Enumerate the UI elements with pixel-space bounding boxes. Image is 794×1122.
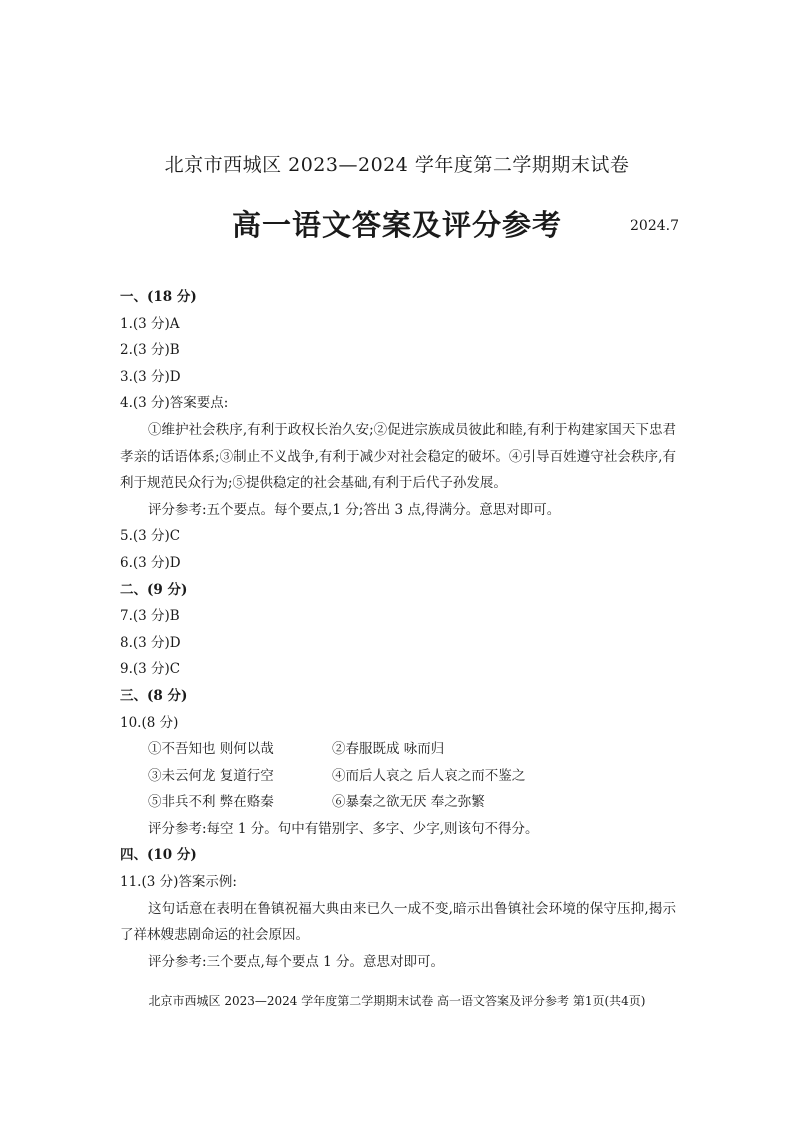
section-heading-4: 四、(10 分) [120, 847, 197, 864]
dictation-item: ③未云何龙 复道行空 [148, 767, 274, 784]
answer-q4-points: ①维护社会秩序,有利于政权长治久安;②促进宗族成员彼此和睦,有利于构建家国天下忠君孝亲的话语体系;③制止不义战争,有利于减少对社会稳定的破坏。④引导百姓遵守社会秩序,有利于规范民众行为;⑤提供稳定的社会基础,有利于后代子孙发展。 [120, 421, 676, 492]
dictation-row-3 [120, 789, 676, 816]
dictation-item: ④而后人哀之 后人哀之而不鉴之 [332, 767, 526, 784]
dictation-row-2 [120, 763, 676, 790]
answer-q5: 5.(3 分)C [120, 528, 181, 545]
dictation-item: ①不吾知也 则何以哉 [148, 741, 274, 758]
answer-q8: 8.(3 分)D [120, 634, 181, 651]
section-heading-1: 一、(18 分) [120, 289, 197, 305]
section-heading-2: 二、(9 分) [120, 581, 188, 598]
answer-q10: 10.(8 分) [120, 714, 179, 731]
exam-subtitle: 北京市西城区 2023—2024 学年度第二学期期末试卷 [164, 154, 630, 176]
exam-date: 2024.7 [630, 218, 679, 234]
answer-q2: 2.(3 分)B [120, 342, 180, 359]
answer-q1: 1.(3 分)A [120, 315, 180, 332]
answer-q10-scoring: 评分参考:每空 1 分。句中有错别字、多字、少字,则该句不得分。 [148, 820, 539, 837]
answer-q9: 9.(3 分)C [120, 661, 181, 678]
answer-q6: 6.(3 分)D [120, 554, 181, 571]
answer-q4: 4.(3 分)答案要点: [120, 395, 229, 412]
dictation-item: ⑥暴秦之欲无厌 奉之弥繁 [332, 794, 485, 811]
dictation-item: ⑤非兵不利 弊在赂秦 [148, 794, 274, 811]
answer-content [120, 284, 676, 975]
page-title: 高一语文答案及评分参考 [231, 208, 562, 242]
answer-q11-scoring: 评分参考:三个要点,每个要点 1 分。意思对即可。 [148, 953, 445, 970]
answer-q7: 7.(3 分)B [120, 608, 180, 625]
dictation-item: ②春服既成 咏而归 [332, 741, 445, 758]
answer-q11-example: 这句话意在表明在鲁镇祝福大典由来已久一成不变,暗示出鲁镇社会环境的保守压抑,揭示了祥林嫂悲剧命运的社会原因。 [120, 900, 676, 944]
answer-q4-scoring: 评分参考:五个要点。每个要点,1 分;答出 3 点,得满分。意思对即可。 [148, 501, 561, 518]
answer-q3: 3.(3 分)D [120, 368, 181, 385]
page-footer: 北京市西城区 2023—2024 学年度第二学期期末试卷 高一语文答案及评分参考 第1页(共4页) [148, 994, 646, 1008]
dictation-row-1 [120, 736, 676, 763]
answer-q11: 11.(3 分)答案示例: [120, 874, 237, 891]
section-heading-3: 三、(8 分) [120, 687, 188, 704]
